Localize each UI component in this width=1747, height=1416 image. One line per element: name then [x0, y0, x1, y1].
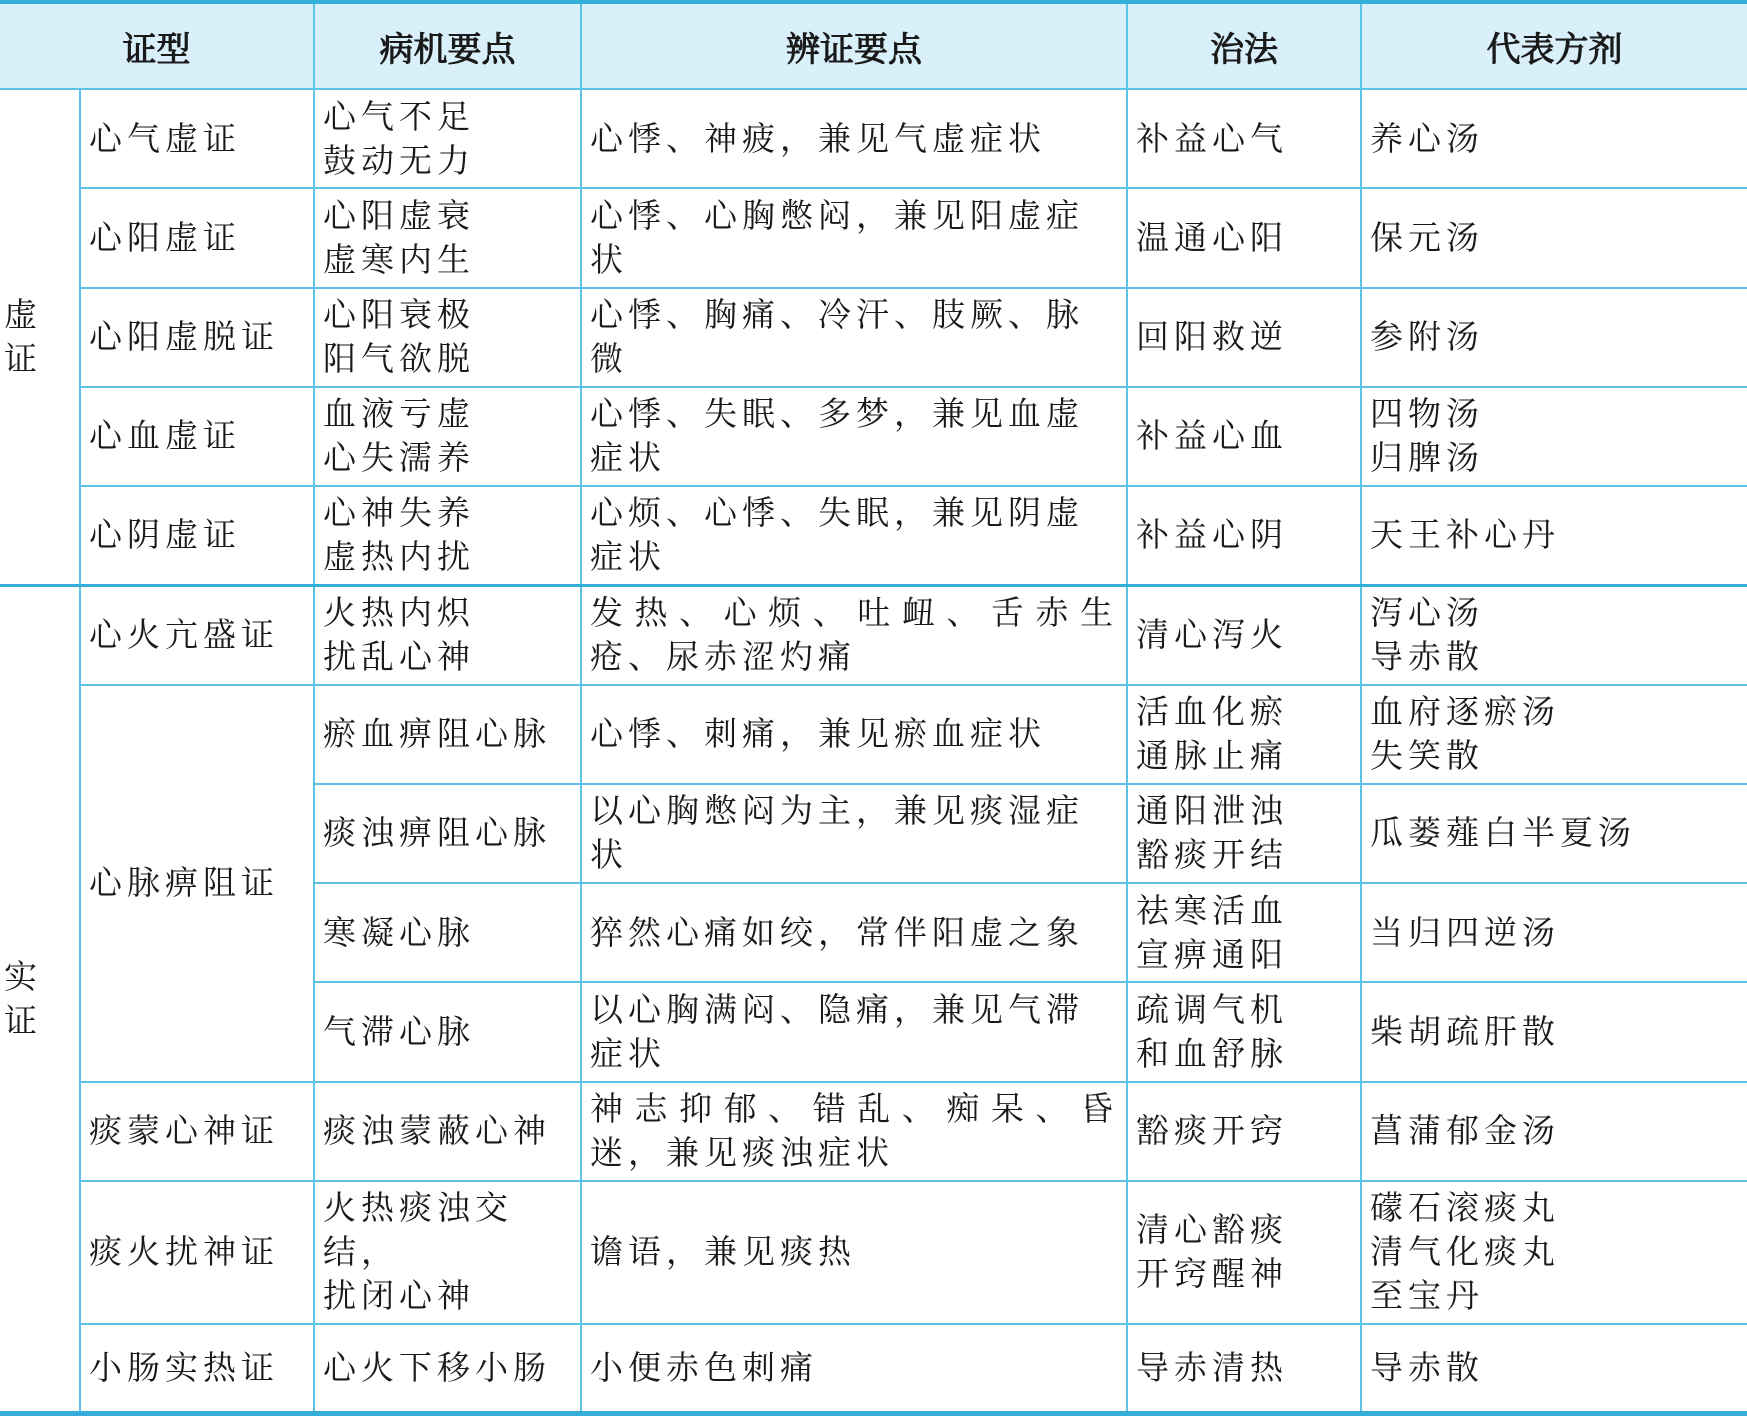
cell-formula: 参附汤 — [1361, 288, 1747, 387]
table-row — [0, 89, 1747, 188]
cell-treatment: 豁痰开窍 — [1127, 1082, 1361, 1181]
table-row — [0, 486, 1747, 585]
cell-formula: 当归四逆汤 — [1361, 883, 1747, 982]
cell-type: 心火亢盛证 — [80, 585, 314, 684]
cell-treatment: 导赤清热 — [1127, 1324, 1361, 1413]
cell-treatment: 温通心阳 — [1127, 188, 1361, 287]
cell-pathogenesis: 心阳衰极 阳气欲脱 — [314, 288, 581, 387]
cell-treatment: 回阳救逆 — [1127, 288, 1361, 387]
cell-key-points: 心悸、心胸憋闷，兼见阳虚症状 — [581, 188, 1127, 287]
cell-pathogenesis: 痰浊蒙蔽心神 — [314, 1082, 581, 1181]
cell-key-points: 以心胸满闷、隐痛，兼见气滞症状 — [581, 982, 1127, 1081]
cell-formula: 导赤散 — [1361, 1324, 1747, 1413]
category-deficiency: 虚证 — [0, 89, 80, 585]
cell-formula: 菖蒲郁金汤 — [1361, 1082, 1747, 1181]
cell-treatment: 祛寒活血 宣痹通阳 — [1127, 883, 1361, 982]
cell-treatment: 活血化瘀 通脉止痛 — [1127, 685, 1361, 784]
cell-pathogenesis: 火热痰浊交结， 扰闭心神 — [314, 1181, 581, 1324]
table-row — [0, 1082, 1747, 1181]
cell-treatment: 补益心气 — [1127, 89, 1361, 188]
cell-formula: 泻心汤 导赤散 — [1361, 585, 1747, 684]
cell-pathogenesis: 瘀血痹阻心脉 — [314, 685, 581, 784]
cell-key-points: 心悸、失眠、多梦，兼见血虚症状 — [581, 387, 1127, 486]
header-treatment: 治法 — [1127, 2, 1361, 89]
cell-type: 痰火扰神证 — [80, 1181, 314, 1324]
cell-key-points: 心悸、刺痛，兼见瘀血症状 — [581, 685, 1127, 784]
table-row — [0, 387, 1747, 486]
cell-type: 痰蒙心神证 — [80, 1082, 314, 1181]
cell-pathogenesis: 心气不足 鼓动无力 — [314, 89, 581, 188]
cell-pathogenesis: 心阳虚衰 虚寒内生 — [314, 188, 581, 287]
cell-type: 心血虚证 — [80, 387, 314, 486]
cell-treatment: 通阳泄浊 豁痰开结 — [1127, 784, 1361, 883]
cell-formula: 柴胡疏肝散 — [1361, 982, 1747, 1081]
header-formula: 代表方剂 — [1361, 2, 1747, 89]
header-key-points: 辨证要点 — [581, 2, 1127, 89]
cell-pathogenesis: 痰浊痹阻心脉 — [314, 784, 581, 883]
cell-pathogenesis: 寒凝心脉 — [314, 883, 581, 982]
cell-treatment: 补益心血 — [1127, 387, 1361, 486]
table-row — [0, 585, 1747, 684]
cell-key-points: 发热、心烦、吐衄、舌赤生疮、尿赤涩灼痛 — [581, 585, 1127, 684]
cell-pathogenesis: 血液亏虚 心失濡养 — [314, 387, 581, 486]
cell-type: 心阳虚脱证 — [80, 288, 314, 387]
cell-key-points: 谵语，兼见痰热 — [581, 1181, 1127, 1324]
cell-formula: 天王补心丹 — [1361, 486, 1747, 585]
category-excess: 实证 — [0, 585, 80, 1413]
cell-type: 心气虚证 — [80, 89, 314, 188]
cell-key-points: 心悸、胸痛、冷汗、肢厥、脉微 — [581, 288, 1127, 387]
header-row — [0, 2, 1747, 89]
cell-pathogenesis: 心神失养 虚热内扰 — [314, 486, 581, 585]
cell-key-points: 猝然心痛如绞，常伴阳虚之象 — [581, 883, 1127, 982]
header-pathogenesis: 病机要点 — [314, 2, 581, 89]
cell-formula: 四物汤 归脾汤 — [1361, 387, 1747, 486]
cell-type: 心脉痹阻证 — [80, 685, 314, 1082]
table-row — [0, 288, 1747, 387]
table-row — [0, 1181, 1747, 1324]
cell-formula: 礞石滚痰丸 清气化痰丸 至宝丹 — [1361, 1181, 1747, 1324]
cell-type: 小肠实热证 — [80, 1324, 314, 1413]
cell-pathogenesis: 气滞心脉 — [314, 982, 581, 1081]
cell-pathogenesis: 火热内炽 扰乱心神 — [314, 585, 581, 684]
cell-type: 心阴虚证 — [80, 486, 314, 585]
table-row — [0, 1324, 1747, 1413]
cell-key-points: 神志抑郁、错乱、痴呆、昏迷，兼见痰浊症状 — [581, 1082, 1127, 1181]
cell-treatment: 清心泻火 — [1127, 585, 1361, 684]
cell-key-points: 心悸、神疲，兼见气虚症状 — [581, 89, 1127, 188]
cell-key-points: 以心胸憋闷为主，兼见痰湿症状 — [581, 784, 1127, 883]
cell-treatment: 补益心阴 — [1127, 486, 1361, 585]
cell-formula: 瓜蒌薤白半夏汤 — [1361, 784, 1747, 883]
cell-type: 心阳虚证 — [80, 188, 314, 287]
cell-key-points: 小便赤色刺痛 — [581, 1324, 1127, 1413]
cell-formula: 养心汤 — [1361, 89, 1747, 188]
cell-formula: 保元汤 — [1361, 188, 1747, 287]
cell-pathogenesis: 心火下移小肠 — [314, 1324, 581, 1413]
header-syndrome-type: 证型 — [0, 2, 314, 89]
cell-key-points: 心烦、心悸、失眠，兼见阴虚症状 — [581, 486, 1127, 585]
cell-treatment: 疏调气机 和血舒脉 — [1127, 982, 1361, 1081]
table-row — [0, 188, 1747, 287]
cell-formula: 血府逐瘀汤 失笑散 — [1361, 685, 1747, 784]
table-row — [0, 685, 1747, 784]
cell-treatment: 清心豁痰 开窍醒神 — [1127, 1181, 1361, 1324]
